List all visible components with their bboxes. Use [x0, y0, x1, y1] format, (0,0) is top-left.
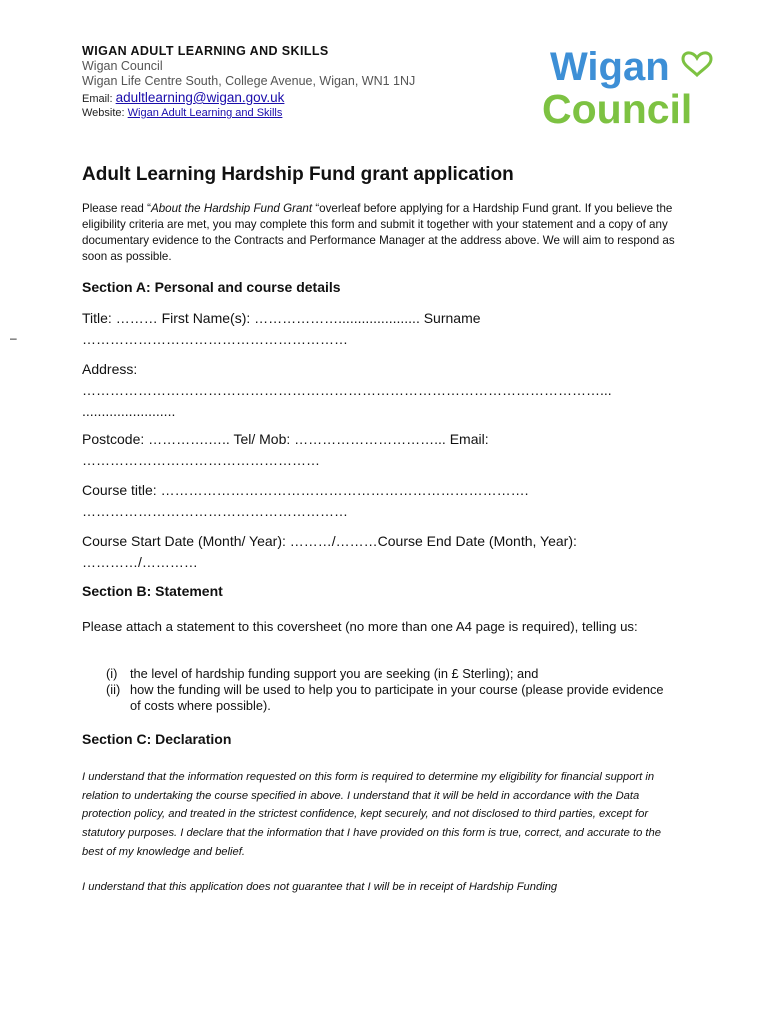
course-title-fields: [82, 480, 682, 522]
name-line-2: …………………………………………………: [82, 331, 348, 347]
logo-council-text: Council: [542, 86, 693, 130]
address-fields: [82, 359, 682, 422]
organisation-header: [82, 44, 522, 119]
declaration-paragraph: I understand that the information requested on this form is required to determine my eligibility for financial support in relation to undertaking the course specified in above. I understand that it will be held in accordance with the Data protection policy, and treated in the strictest confidence, kept securely, and not disclosed to third parties, except for statutory purposes. I declare that the information that I have provided on this form is true, correct, and accurate to the best of my knowledge and belief.: [82, 771, 661, 858]
margin-mark: –: [10, 331, 17, 345]
declaration-disclaimer: I understand that this application does not guarantee that I will be in receipt of Hardship Funding: [82, 881, 558, 893]
address-line-1: …………………………………………………………………………………………………...: [82, 382, 612, 398]
name-fields: [82, 308, 682, 350]
section-b-heading: Section B: Statement: [82, 583, 223, 599]
list-item-number: (i): [106, 666, 118, 681]
list-item-number: (ii): [106, 682, 121, 697]
council-name: Wigan Council: [82, 59, 163, 73]
name-line-1: Title: ……… First Name(s): ………………..................... Surname: [82, 310, 481, 326]
dates-line-2: …………/…………: [82, 554, 198, 570]
course-line-1: Course title: …………………………………………………………………….: [82, 482, 529, 498]
list-item-text: how the funding will be used to help you to participate in your course (please provide evidence of costs where possible).: [130, 682, 664, 713]
list-item-text: the level of hardship funding support you are seeking (in £ Sterling); and: [130, 666, 539, 681]
logo-wigan-text: Wigan: [550, 45, 670, 89]
postcode-line-2: ……………………………………………: [82, 452, 320, 468]
dates-line-1: Course Start Date (Month/ Year): ………/………Course End Date (Month, Year):: [82, 533, 577, 549]
website-link[interactable]: Wigan Adult Learning and Skills: [127, 107, 283, 119]
course-dates-fields: [82, 531, 682, 573]
postal-address: Wigan Life Centre South, College Avenue, Wigan, WN1 1NJ: [82, 74, 416, 88]
intro-emphasis: About the Hardship Fund Grant: [150, 202, 316, 215]
website-row: [82, 107, 522, 119]
contact-fields: [82, 429, 682, 471]
address-line-2: ........................: [82, 403, 176, 419]
organisation-name: WIGAN ADULT LEARNING AND SKILLS: [82, 44, 329, 58]
section-a-heading: Section A: Personal and course details: [82, 279, 341, 295]
statement-intro: Please attach a statement to this coversheet (no more than one A4 page is required), telling us:: [82, 619, 638, 634]
email-row: [82, 90, 522, 105]
email-link[interactable]: adultlearning@wigan.gov.uk: [115, 90, 285, 105]
email-label: Email:: [82, 93, 113, 105]
list-item: [82, 682, 682, 714]
section-c-heading: Section C: Declaration: [82, 731, 232, 747]
statement-list: [82, 666, 682, 714]
intro-text-after: “overleaf before applying for a Hardship Fund grant. If you believe the eligibility criteria are met, you may complete this form and submit it together with your statement and a copy of any documentary evidence to the Contracts and Performance Manager at the address above. We will aim to respond as soon as possible.: [82, 202, 675, 263]
intro-text-before: Please read “: [82, 202, 151, 215]
heart-icon: [683, 53, 711, 75]
address-label: Address:: [82, 361, 138, 377]
website-label: Website:: [82, 107, 125, 119]
page-title: Adult Learning Hardship Fund grant application: [82, 164, 514, 185]
list-item: [82, 666, 682, 682]
intro-paragraph: [82, 201, 682, 265]
course-line-2: …………………………………………………: [82, 503, 348, 519]
wigan-council-logo: [542, 40, 722, 130]
postcode-line-1: Postcode: ………….….. Tel/ Mob: …………………………... Email:: [82, 431, 489, 447]
